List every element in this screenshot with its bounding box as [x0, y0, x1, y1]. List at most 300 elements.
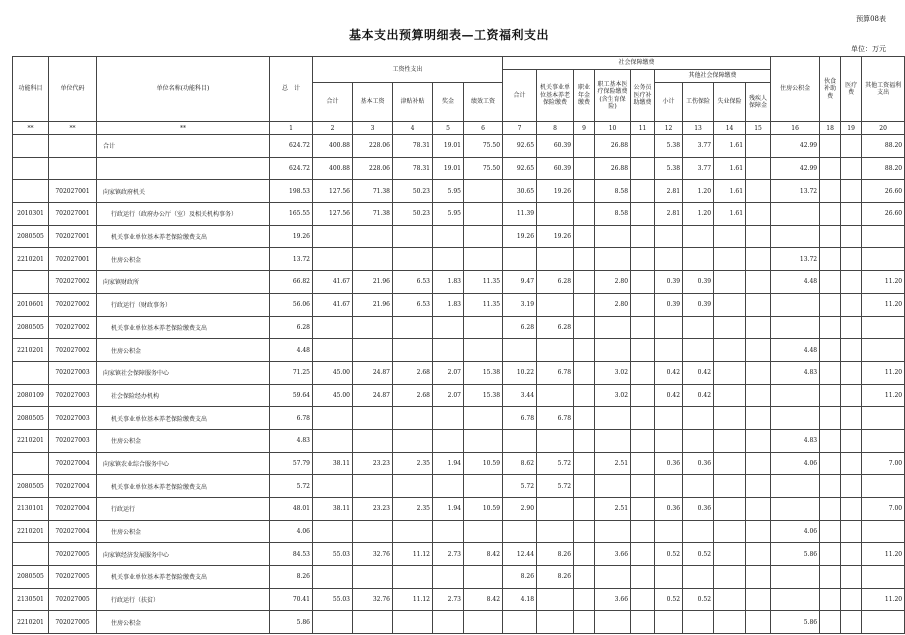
value-cell-pe: [537, 384, 574, 407]
value-cell-bo: [433, 475, 464, 498]
value-cell-p: 8.42: [464, 543, 503, 566]
value-cell-a: 11.12: [393, 588, 433, 611]
value-cell-dis: [746, 429, 771, 452]
value-cell-pe: 6.78: [537, 361, 574, 384]
table-row: [13, 566, 905, 589]
value-cell-ot: 0.52: [655, 588, 683, 611]
value-cell-me: [820, 611, 841, 634]
value-cell-t: 84.53: [270, 543, 313, 566]
value-cell-h: 4.83: [771, 361, 820, 384]
table-row: [13, 429, 905, 452]
value-cell-mi: 3.02: [595, 361, 631, 384]
unit-name-cell: 社会保险经办机构: [97, 384, 270, 407]
value-cell-p: 15.38: [464, 361, 503, 384]
value-cell-b: 228.06: [353, 157, 393, 180]
value-cell-t: 66.82: [270, 271, 313, 294]
value-cell-a: [393, 520, 433, 543]
value-cell-mi: 3.66: [595, 543, 631, 566]
value-cell-w: 45.00: [313, 384, 353, 407]
value-cell-o: 11.20: [862, 361, 905, 384]
value-cell-w: [313, 566, 353, 589]
table-row: [13, 248, 905, 271]
value-cell-an: [574, 384, 595, 407]
value-cell-un: [714, 429, 746, 452]
value-cell-md: [841, 248, 862, 271]
value-cell-un: [714, 339, 746, 362]
value-cell-un: [714, 611, 746, 634]
value-cell-dis: [746, 248, 771, 271]
value-cell-md: [841, 566, 862, 589]
value-cell-pe: 6.78: [537, 407, 574, 430]
unit-name-cell: 行政运行（政府办公厅（室）及相关机构事务）: [97, 203, 270, 226]
func-code-cell: [13, 452, 49, 475]
value-cell-inj: [683, 339, 714, 362]
value-cell-w: 55.03: [313, 543, 353, 566]
value-cell-me: [820, 316, 841, 339]
value-cell-an: [574, 225, 595, 248]
value-cell-pe: [537, 520, 574, 543]
value-cell-ot: [655, 566, 683, 589]
value-cell-cm: [631, 384, 655, 407]
value-cell-o: 11.20: [862, 293, 905, 316]
value-cell-b: 23.23: [353, 498, 393, 521]
value-cell-inj: [683, 475, 714, 498]
value-cell-un: [714, 588, 746, 611]
value-cell-ot: 0.36: [655, 452, 683, 475]
value-cell-dis: [746, 566, 771, 589]
value-cell-cm: [631, 452, 655, 475]
unit-name-cell: 合计: [97, 135, 270, 158]
value-cell-mi: [595, 407, 631, 430]
value-cell-cm: [631, 407, 655, 430]
value-cell-pe: 8.26: [537, 566, 574, 589]
value-cell-o: 26.60: [862, 180, 905, 203]
value-cell-h: [771, 407, 820, 430]
value-cell-pe: [537, 498, 574, 521]
value-cell-h: 4.48: [771, 271, 820, 294]
table-row: [13, 316, 905, 339]
unit-name-cell: 机关事业单位基本养老保险缴费支出: [97, 475, 270, 498]
value-cell-t: 56.06: [270, 293, 313, 316]
value-cell-pe: 19.26: [537, 225, 574, 248]
column-index-cell: 18: [820, 122, 841, 135]
value-cell-me: [820, 498, 841, 521]
value-cell-ot: 0.42: [655, 384, 683, 407]
value-cell-ot: 2.81: [655, 203, 683, 226]
value-cell-pe: [537, 588, 574, 611]
value-cell-un: [714, 361, 746, 384]
value-cell-an: [574, 271, 595, 294]
value-cell-mi: 3.02: [595, 384, 631, 407]
value-cell-p: [464, 316, 503, 339]
value-cell-b: [353, 475, 393, 498]
value-cell-me: [820, 475, 841, 498]
value-cell-a: [393, 339, 433, 362]
value-cell-a: [393, 566, 433, 589]
unit-name-cell: 行政运行（财政事务）: [97, 293, 270, 316]
value-cell-h: 13.72: [771, 180, 820, 203]
value-cell-mi: [595, 611, 631, 634]
value-cell-s: 92.65: [503, 157, 537, 180]
value-cell-b: 21.96: [353, 293, 393, 316]
value-cell-s: 10.22: [503, 361, 537, 384]
unit-name-cell: 机关事业单位基本养老保险缴费支出: [97, 566, 270, 589]
value-cell-un: [714, 566, 746, 589]
value-cell-dis: [746, 361, 771, 384]
func-code-cell: 2210201: [13, 429, 49, 452]
value-cell-me: [820, 293, 841, 316]
value-cell-s: 92.65: [503, 135, 537, 158]
value-cell-h: [771, 203, 820, 226]
value-cell-bo: [433, 407, 464, 430]
value-cell-un: [714, 520, 746, 543]
value-cell-an: [574, 339, 595, 362]
table-header: [13, 57, 905, 122]
value-cell-cm: [631, 543, 655, 566]
value-cell-a: 2.35: [393, 452, 433, 475]
value-cell-inj: 0.52: [683, 588, 714, 611]
value-cell-o: [862, 316, 905, 339]
value-cell-me: [820, 520, 841, 543]
value-cell-an: [574, 248, 595, 271]
value-cell-t: 48.01: [270, 498, 313, 521]
value-cell-cm: [631, 293, 655, 316]
value-cell-un: [714, 407, 746, 430]
value-cell-inj: 0.36: [683, 452, 714, 475]
value-cell-h: [771, 384, 820, 407]
func-code-cell: 2130101: [13, 498, 49, 521]
value-cell-me: [820, 157, 841, 180]
value-cell-un: [714, 498, 746, 521]
value-cell-a: 78.31: [393, 157, 433, 180]
value-cell-an: [574, 429, 595, 452]
value-cell-h: [771, 566, 820, 589]
value-cell-inj: [683, 611, 714, 634]
value-cell-mi: 2.80: [595, 293, 631, 316]
unit-code-cell: 702027002: [49, 293, 97, 316]
value-cell-un: 1.61: [714, 157, 746, 180]
value-cell-p: [464, 203, 503, 226]
value-cell-mi: [595, 248, 631, 271]
unit-code-cell: 702027003: [49, 361, 97, 384]
value-cell-me: [820, 429, 841, 452]
value-cell-me: [820, 407, 841, 430]
value-cell-mi: [595, 429, 631, 452]
value-cell-inj: 0.36: [683, 498, 714, 521]
value-cell-cm: [631, 180, 655, 203]
value-cell-s: 4.18: [503, 588, 537, 611]
value-cell-s: [503, 429, 537, 452]
value-cell-dis: [746, 520, 771, 543]
value-cell-b: 24.87: [353, 361, 393, 384]
func-code-cell: [13, 361, 49, 384]
value-cell-inj: 1.20: [683, 203, 714, 226]
value-cell-p: [464, 339, 503, 362]
value-cell-a: 78.31: [393, 135, 433, 158]
value-cell-bo: [433, 520, 464, 543]
value-cell-b: 32.76: [353, 588, 393, 611]
value-cell-t: 624.72: [270, 157, 313, 180]
value-cell-bo: 1.83: [433, 271, 464, 294]
value-cell-cm: [631, 361, 655, 384]
value-cell-b: 71.38: [353, 203, 393, 226]
value-cell-un: 1.61: [714, 180, 746, 203]
value-cell-an: [574, 452, 595, 475]
value-cell-an: [574, 293, 595, 316]
header-housing: 住房公积金: [771, 57, 820, 122]
value-cell-md: [841, 429, 862, 452]
value-cell-un: [714, 384, 746, 407]
value-cell-ot: [655, 611, 683, 634]
value-cell-s: 3.19: [503, 293, 537, 316]
value-cell-md: [841, 361, 862, 384]
value-cell-md: [841, 293, 862, 316]
header-annuity: 职业年金缴费: [574, 70, 595, 122]
value-cell-md: [841, 611, 862, 634]
header-other-social-group: 其他社会保障缴费: [655, 70, 771, 83]
unit-label: 单位：万元: [851, 45, 886, 53]
func-code-cell: 2080505: [13, 475, 49, 498]
value-cell-t: 5.86: [270, 611, 313, 634]
value-cell-me: [820, 248, 841, 271]
value-cell-dis: [746, 588, 771, 611]
value-cell-b: [353, 225, 393, 248]
table-row: [13, 135, 905, 158]
value-cell-md: [841, 225, 862, 248]
value-cell-un: [714, 225, 746, 248]
value-cell-un: [714, 293, 746, 316]
value-cell-un: [714, 475, 746, 498]
header-wage-total: 合计: [313, 83, 353, 122]
table-row: [13, 225, 905, 248]
unit-code-cell: 702027002: [49, 339, 97, 362]
table-row: [13, 203, 905, 226]
unit-code-cell: 702027004: [49, 520, 97, 543]
value-cell-s: 9.47: [503, 271, 537, 294]
value-cell-dis: [746, 498, 771, 521]
value-cell-b: 228.06: [353, 135, 393, 158]
unit-name-cell: 住房公积金: [97, 248, 270, 271]
value-cell-p: 8.42: [464, 588, 503, 611]
value-cell-bo: 1.83: [433, 293, 464, 316]
value-cell-cm: [631, 135, 655, 158]
value-cell-w: 127.56: [313, 203, 353, 226]
value-cell-o: 26.60: [862, 203, 905, 226]
value-cell-ot: 0.39: [655, 293, 683, 316]
value-cell-t: 71.25: [270, 361, 313, 384]
value-cell-mi: 3.66: [595, 588, 631, 611]
value-cell-b: 71.38: [353, 180, 393, 203]
value-cell-md: [841, 180, 862, 203]
table-row: [13, 452, 905, 475]
value-cell-p: 10.59: [464, 452, 503, 475]
func-code-cell: 2130501: [13, 588, 49, 611]
value-cell-o: 11.20: [862, 543, 905, 566]
value-cell-mi: 8.58: [595, 180, 631, 203]
value-cell-mi: [595, 566, 631, 589]
value-cell-t: 70.41: [270, 588, 313, 611]
value-cell-pe: 60.39: [537, 157, 574, 180]
value-cell-cm: [631, 339, 655, 362]
value-cell-w: 127.56: [313, 180, 353, 203]
value-cell-mi: [595, 475, 631, 498]
column-index-cell: 19: [841, 122, 862, 135]
value-cell-inj: 0.52: [683, 543, 714, 566]
value-cell-an: [574, 475, 595, 498]
value-cell-inj: [683, 520, 714, 543]
value-cell-w: 41.67: [313, 271, 353, 294]
value-cell-bo: [433, 316, 464, 339]
value-cell-h: 4.06: [771, 520, 820, 543]
header-other-total: 小计: [655, 83, 683, 122]
value-cell-s: [503, 248, 537, 271]
value-cell-w: 55.03: [313, 588, 353, 611]
value-cell-a: [393, 248, 433, 271]
unit-name-cell: 向家镇社会保障服务中心: [97, 361, 270, 384]
value-cell-p: [464, 180, 503, 203]
value-cell-h: [771, 588, 820, 611]
value-cell-an: [574, 135, 595, 158]
table-row: [13, 361, 905, 384]
value-cell-t: 19.26: [270, 225, 313, 248]
value-cell-w: [313, 429, 353, 452]
func-code-cell: 2210201: [13, 611, 49, 634]
value-cell-inj: 0.39: [683, 271, 714, 294]
func-code-cell: [13, 180, 49, 203]
value-cell-md: [841, 271, 862, 294]
value-cell-t: 59.64: [270, 384, 313, 407]
table-row: [13, 293, 905, 316]
value-cell-ot: 0.36: [655, 498, 683, 521]
header-unit-code: 单位代码: [49, 57, 97, 122]
value-cell-an: [574, 157, 595, 180]
value-cell-a: 6.53: [393, 293, 433, 316]
value-cell-cm: [631, 520, 655, 543]
value-cell-pe: 5.72: [537, 452, 574, 475]
value-cell-ot: 2.81: [655, 180, 683, 203]
value-cell-an: [574, 498, 595, 521]
table-row: [13, 407, 905, 430]
header-wage-group: 工资性支出: [313, 57, 503, 83]
value-cell-ot: [655, 339, 683, 362]
value-cell-w: [313, 316, 353, 339]
value-cell-bo: 2.07: [433, 361, 464, 384]
func-code-cell: 2010601: [13, 293, 49, 316]
value-cell-md: [841, 203, 862, 226]
table-row: [13, 543, 905, 566]
value-cell-ot: [655, 248, 683, 271]
value-cell-mi: [595, 339, 631, 362]
value-cell-pe: 19.26: [537, 180, 574, 203]
table-row: [13, 339, 905, 362]
value-cell-s: 8.26: [503, 566, 537, 589]
value-cell-h: 5.86: [771, 543, 820, 566]
value-cell-ot: [655, 429, 683, 452]
value-cell-s: 6.78: [503, 407, 537, 430]
value-cell-s: [503, 611, 537, 634]
value-cell-dis: [746, 475, 771, 498]
value-cell-an: [574, 316, 595, 339]
value-cell-h: 4.48: [771, 339, 820, 362]
value-cell-s: 5.72: [503, 475, 537, 498]
value-cell-an: [574, 361, 595, 384]
header-func-code: 功能科目: [13, 57, 49, 122]
value-cell-b: [353, 248, 393, 271]
column-index-cell: 12: [655, 122, 683, 135]
value-cell-md: [841, 588, 862, 611]
value-cell-mi: 2.51: [595, 452, 631, 475]
value-cell-cm: [631, 475, 655, 498]
value-cell-dis: [746, 203, 771, 226]
unit-code-cell: 702027005: [49, 543, 97, 566]
unit-name-cell: 机关事业单位基本养老保险缴费支出: [97, 316, 270, 339]
value-cell-me: [820, 384, 841, 407]
value-cell-un: [714, 452, 746, 475]
value-cell-an: [574, 407, 595, 430]
value-cell-cm: [631, 225, 655, 248]
unit-name-cell: 住房公积金: [97, 520, 270, 543]
value-cell-h: 13.72: [771, 248, 820, 271]
value-cell-s: 12.44: [503, 543, 537, 566]
column-index-cell: 13: [683, 122, 714, 135]
value-cell-o: 7.00: [862, 498, 905, 521]
value-cell-w: [313, 225, 353, 248]
column-index-cell: 15: [746, 122, 771, 135]
value-cell-p: [464, 520, 503, 543]
value-cell-un: [714, 543, 746, 566]
column-index-cell: 20: [862, 122, 905, 135]
unit-name-cell: 住房公积金: [97, 429, 270, 452]
value-cell-inj: [683, 225, 714, 248]
unit-code-cell: 702027005: [49, 588, 97, 611]
value-cell-p: [464, 566, 503, 589]
value-cell-bo: [433, 429, 464, 452]
value-cell-s: 3.44: [503, 384, 537, 407]
value-cell-pe: 60.39: [537, 135, 574, 158]
value-cell-md: [841, 339, 862, 362]
func-code-cell: 2080505: [13, 407, 49, 430]
value-cell-bo: 5.95: [433, 180, 464, 203]
unit-code-cell: 702027004: [49, 452, 97, 475]
value-cell-b: [353, 407, 393, 430]
value-cell-inj: [683, 566, 714, 589]
column-index-cell: 4: [393, 122, 433, 135]
value-cell-dis: [746, 316, 771, 339]
value-cell-t: 6.28: [270, 316, 313, 339]
unit-code-cell: 702027003: [49, 407, 97, 430]
value-cell-dis: [746, 157, 771, 180]
column-index-cell: 9: [574, 122, 595, 135]
value-cell-w: 45.00: [313, 361, 353, 384]
value-cell-pe: [537, 248, 574, 271]
value-cell-w: [313, 475, 353, 498]
value-cell-dis: [746, 339, 771, 362]
value-cell-an: [574, 203, 595, 226]
func-code-cell: 2210201: [13, 520, 49, 543]
value-cell-ot: 0.42: [655, 361, 683, 384]
header-medical: 医疗费: [841, 57, 862, 122]
func-code-cell: [13, 543, 49, 566]
value-cell-mi: 2.80: [595, 271, 631, 294]
value-cell-o: [862, 339, 905, 362]
value-cell-bo: 2.07: [433, 384, 464, 407]
column-index-cell: 16: [771, 122, 820, 135]
value-cell-p: 11.35: [464, 271, 503, 294]
value-cell-pe: [537, 611, 574, 634]
column-index-cell: **: [97, 122, 270, 135]
value-cell-ot: 5.38: [655, 135, 683, 158]
value-cell-an: [574, 180, 595, 203]
